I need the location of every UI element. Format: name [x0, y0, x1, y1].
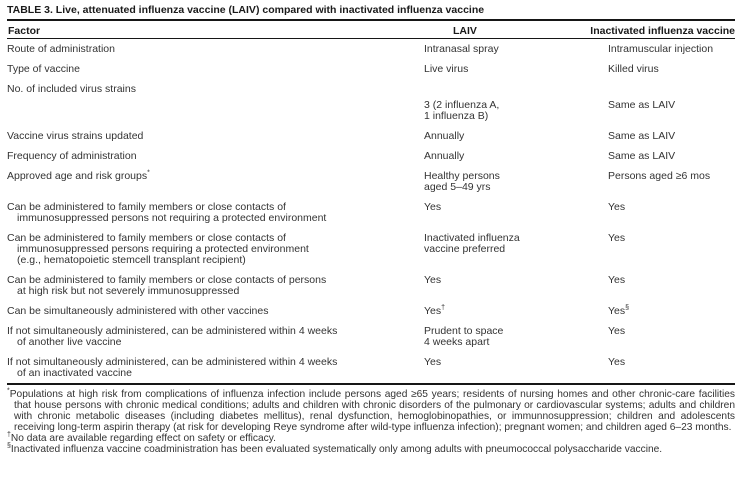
text-line: Approved age and risk groups*	[7, 169, 150, 182]
footnote-marker: §	[7, 442, 11, 450]
text-line: aged 5–49 yrs	[424, 181, 491, 193]
table-cell-inactivated	[608, 44, 735, 55]
text-line: 1 influenza B)	[424, 110, 489, 122]
text-line: Killed virus	[608, 63, 659, 75]
table-cell-factor	[7, 131, 424, 142]
table-row	[7, 131, 735, 142]
footnotes-section	[7, 385, 735, 455]
table-cell-laiv	[424, 326, 608, 348]
table-cell-inactivated	[608, 151, 735, 162]
table-cell-inactivated	[608, 233, 735, 266]
text-line: Yes	[608, 232, 626, 244]
table-row	[7, 357, 735, 379]
table-row	[7, 202, 735, 224]
text-line: Frequency of administration	[7, 150, 137, 162]
text-line: Annually	[424, 130, 465, 142]
table-cell-factor	[7, 84, 424, 122]
footnote-text: Populations at high risk from complications of influenza infection include persons aged ≥65 years; residents of nursing homes and other chronic-care facilities that house persons with chronic medical conditions; adults and children with chronic disorders of the pulmonary or cardiovascular systems; adults and children with chronic metabolic diseases (including diabetes mellitus), renal dysfunction, hemoglobinopathies, or immunnosuppression; children and adolescents receiving long-term aspirin therapy (at risk for developing Reye syndrome after wild-type influenza infection); pregnant women; and children aged 6–23 months.	[9, 389, 735, 433]
text-line: of another live vaccine	[17, 336, 122, 348]
text-line: Annually	[424, 150, 465, 162]
footnote-text: Inactivated influenza vaccine coadministration has been evaluated systematically only among adults with pneumococcal polysaccharide vaccine.	[10, 444, 663, 455]
text-line: Inactivated influenza	[424, 232, 520, 244]
table-header-row	[7, 21, 735, 38]
table-cell-laiv	[424, 202, 608, 224]
table-cell-inactivated	[608, 357, 735, 379]
table-cell-factor	[7, 44, 424, 55]
text-line: at high risk but not severely immunosuppressed	[17, 285, 240, 297]
text-line: Intramuscular injection	[608, 43, 714, 55]
text-line: vaccine preferred	[424, 243, 506, 255]
text-line: Can be administered to family members or close contacts of	[7, 201, 286, 213]
table-cell-inactivated	[608, 306, 735, 317]
footnote	[7, 433, 735, 444]
table-row	[7, 306, 735, 317]
table-cell-laiv	[424, 357, 608, 379]
table-cell-laiv	[424, 64, 608, 75]
table-cell-inactivated	[608, 84, 735, 122]
text-line: immunosuppressed persons requiring a protected environment	[17, 243, 309, 255]
text-line: Yes	[608, 356, 626, 368]
table-cell-inactivated	[608, 326, 735, 348]
footnote-marker: †	[441, 304, 446, 312]
table-row	[7, 171, 735, 193]
text-line: If not simultaneously administered, can be administered within 4 weeks	[7, 325, 338, 337]
table-cell-laiv	[424, 233, 608, 266]
footnote-marker: §	[625, 304, 630, 312]
table-row	[7, 44, 735, 55]
table-cell-inactivated	[608, 202, 735, 224]
text-line: Can be administered to family members or close contacts of persons	[7, 274, 327, 286]
text-line: Can be simultaneously administered with other vaccines	[7, 305, 269, 317]
column-header-factor: Factor	[8, 25, 41, 37]
table-cell-laiv	[424, 151, 608, 162]
table-cell-factor	[7, 326, 424, 348]
text-line: Same as LAIV	[608, 150, 676, 162]
table-cell-factor	[7, 151, 424, 162]
text-line: Yes	[424, 356, 442, 368]
table-cell-inactivated	[608, 171, 735, 193]
text-line: Yes	[424, 201, 442, 213]
table-cell-inactivated	[608, 131, 735, 142]
column-header-laiv: LAIV	[453, 25, 477, 37]
table-cell-factor	[7, 233, 424, 266]
table-cell-factor	[7, 306, 424, 317]
footnote-marker: *	[147, 169, 150, 177]
text-line: Live virus	[424, 63, 469, 75]
text-line: Yes†	[424, 304, 446, 317]
text-line: immunosuppressed persons not requiring a protected environment	[17, 212, 327, 224]
text-line: Healthy persons	[424, 170, 500, 182]
table-cell-factor	[7, 275, 424, 297]
table-cell-inactivated	[608, 275, 735, 297]
text-line: (e.g., hematopoietic stemcell transplant recipient)	[17, 254, 246, 266]
table-cell-inactivated	[608, 64, 735, 75]
footnote-marker: †	[7, 431, 11, 439]
footnote	[7, 444, 735, 455]
text-line: If not simultaneously administered, can be administered within 4 weeks	[7, 356, 338, 368]
text-line: Yes	[608, 325, 626, 337]
text-line: Persons aged ≥6 mos	[608, 170, 711, 182]
text-line: Same as LAIV	[608, 130, 676, 142]
table-cell-factor	[7, 171, 424, 193]
table-cell-laiv	[424, 131, 608, 142]
text-line: Intranasal spray	[424, 43, 499, 55]
table-cell-factor	[7, 357, 424, 379]
text-line: 3 (2 influenza A,	[424, 99, 500, 111]
footnote-text: No data are available regarding effect on safety or efficacy.	[10, 433, 276, 444]
text-line: Can be administered to family members or close contacts of	[7, 232, 286, 244]
text-line: Yes	[608, 274, 626, 286]
table-row	[7, 275, 735, 297]
text-line: Vaccine virus strains updated	[7, 130, 144, 142]
text-line: Route of administration	[7, 43, 115, 55]
table-body	[7, 39, 735, 379]
table-cell-laiv	[424, 44, 608, 55]
text-line: Yes	[424, 274, 442, 286]
text-line: 4 weeks apart	[424, 336, 490, 348]
column-header-inactivated: Inactivated influenza vaccine	[590, 25, 735, 37]
table-cell-factor	[7, 64, 424, 75]
table-cell-factor	[7, 202, 424, 224]
table-row	[7, 84, 735, 122]
text-line: Yes§	[608, 304, 630, 317]
text-line: Yes	[608, 201, 626, 213]
table-row	[7, 151, 735, 162]
text-line: Type of vaccine	[7, 63, 80, 75]
table-row	[7, 326, 735, 348]
table-cell-laiv	[424, 306, 608, 317]
text-line: Prudent to space	[424, 325, 504, 337]
table-row	[7, 64, 735, 75]
table-row	[7, 233, 735, 266]
text-line: of an inactivated vaccine	[17, 367, 132, 379]
table-cell-laiv	[424, 171, 608, 193]
table-title: TABLE 3. Live, attenuated influenza vaccine (LAIV) compared with inactivated influenza vaccine	[7, 4, 485, 16]
footnote-marker: *	[7, 387, 10, 395]
table-cell-laiv	[424, 275, 608, 297]
text-line: Same as LAIV	[608, 99, 676, 111]
text-line: No. of included virus strains	[7, 83, 136, 95]
footnote	[7, 389, 735, 433]
table-cell-laiv	[424, 84, 608, 122]
